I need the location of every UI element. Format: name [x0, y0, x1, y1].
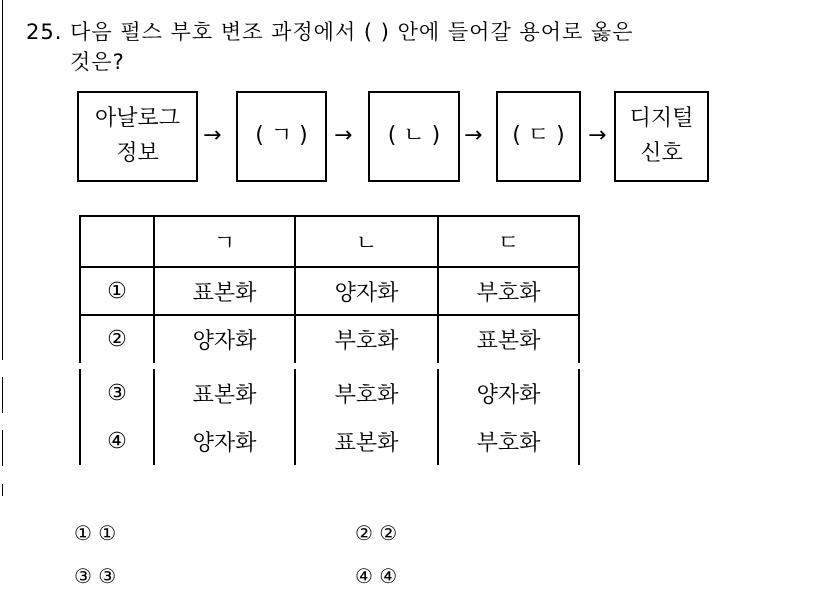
- row-marker: ②: [80, 315, 154, 363]
- blank-b-label: ( ㄴ ): [387, 123, 441, 149]
- left-margin-rule-segment: [2, 377, 3, 413]
- option-1-value: ①: [98, 521, 117, 545]
- option-4-value: ④: [379, 564, 398, 588]
- table-cell: 표본화: [438, 315, 579, 363]
- left-margin-rule-segment: [2, 430, 3, 466]
- table-cell: 부호화: [438, 267, 579, 315]
- left-margin-rule-segment: [2, 484, 3, 496]
- table-cell: 표본화: [295, 417, 438, 465]
- flow-arrow-3: →: [464, 123, 483, 148]
- question-line-2: [70, 46, 125, 76]
- table-row: [80, 417, 579, 465]
- table-row: [80, 369, 579, 417]
- option-2-marker: ②: [355, 521, 373, 545]
- flow-box-blank-c: [496, 91, 581, 182]
- table-cell: 부호화: [438, 417, 579, 465]
- table-cell: 양자화: [295, 267, 438, 315]
- header-cell-nieun: ㄴ: [295, 216, 438, 267]
- table-cell: 부호화: [295, 315, 438, 363]
- table-cell: 부호화: [295, 369, 438, 417]
- option-2-value: ②: [379, 521, 398, 545]
- left-margin-rule: [2, 0, 3, 360]
- table-cell: 양자화: [154, 417, 295, 465]
- row-marker: ①: [80, 267, 154, 315]
- question-line-1: [26, 16, 634, 46]
- question-number: 25.: [26, 20, 63, 44]
- table-row: [80, 267, 579, 315]
- analog-label-line1: 아날로그: [94, 106, 180, 132]
- answer-table: [79, 215, 580, 465]
- table-cell: 양자화: [154, 315, 295, 363]
- flow-arrow-4: →: [588, 123, 607, 148]
- table-row: [80, 315, 579, 363]
- answer-option-2[interactable]: [355, 521, 397, 545]
- flow-box-blank-a: [236, 91, 327, 182]
- flow-arrow-2: →: [334, 123, 353, 148]
- answer-option-3[interactable]: [74, 564, 116, 588]
- table-cell: 표본화: [154, 267, 295, 315]
- row-marker: ④: [80, 417, 154, 465]
- flow-box-analog-info: [77, 91, 198, 182]
- table-cell: 양자화: [438, 369, 579, 417]
- digital-label-line2: 신호: [640, 140, 683, 166]
- header-cell-digeut: ㄷ: [438, 216, 579, 267]
- table-cell: 표본화: [154, 369, 295, 417]
- table-header-row: [80, 216, 579, 267]
- row-marker: ③: [80, 369, 154, 417]
- analog-label-line2: 정보: [116, 140, 159, 166]
- option-3-marker: ③: [74, 564, 92, 588]
- option-3-value: ③: [98, 564, 117, 588]
- flow-arrow-1: →: [203, 123, 222, 148]
- answer-option-4[interactable]: [355, 564, 397, 588]
- flow-box-blank-b: [368, 91, 460, 182]
- blank-a-label: ( ㄱ ): [255, 123, 308, 149]
- header-cell-empty: [80, 216, 154, 267]
- option-1-marker: ①: [74, 521, 92, 545]
- header-cell-giyeok: ㄱ: [154, 216, 295, 267]
- digital-label-line1: 디지털: [629, 106, 694, 132]
- question-stem: 다음 펄스 부호 변조 과정에서 ( ) 안에 들어갈 용어로 옳은: [70, 20, 634, 44]
- flow-box-digital-signal: [614, 91, 709, 182]
- blank-c-label: ( ㄷ ): [512, 123, 565, 149]
- answer-option-1[interactable]: [74, 521, 116, 545]
- option-4-marker: ④: [355, 564, 373, 588]
- question-stem-continued: 것은?: [70, 50, 125, 74]
